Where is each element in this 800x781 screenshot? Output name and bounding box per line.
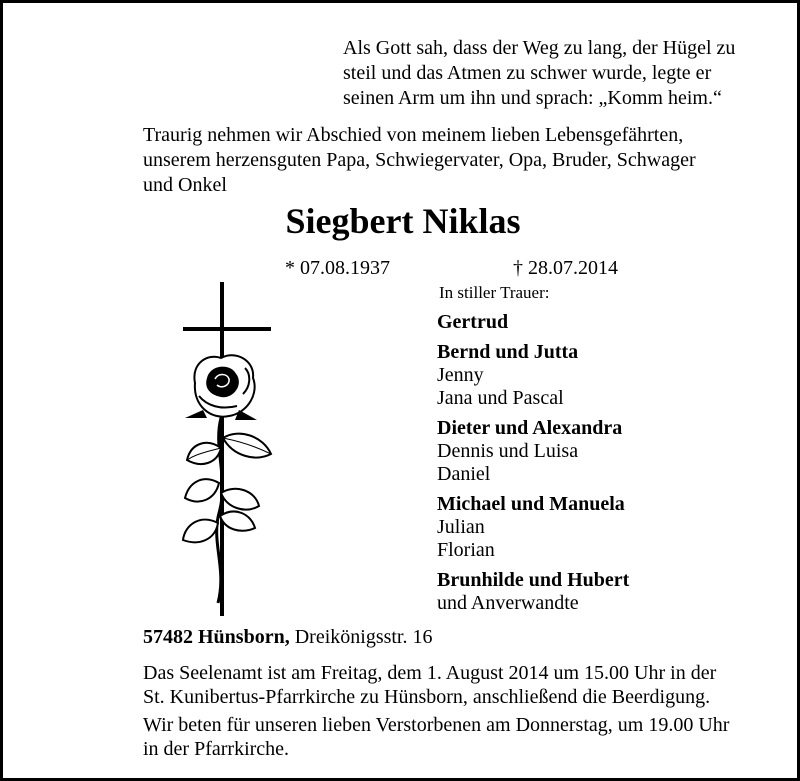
mourner-group-head: Gertrud: [437, 311, 509, 333]
quote-line: Als Gott sah, dass der Weg zu lang, der Hügel zu: [343, 37, 736, 59]
mourner-group: [437, 569, 797, 615]
mourners-list: [437, 311, 797, 622]
prayer-line: Wir beten für unseren lieben Verstorbenen am Donnerstag, um 19.00 Uhr: [143, 714, 730, 736]
intro-line: Traurig nehmen wir Abschied von meinem lieben Lebensgefährten,: [143, 124, 684, 146]
death-date: † 28.07.2014: [513, 257, 618, 279]
mourner-group: [437, 341, 797, 410]
mourner-group-head: Dieter und Alexandra: [437, 417, 623, 439]
mourner-group-head: Michael und Manuela: [437, 493, 625, 515]
intro-line: und Onkel: [143, 174, 227, 196]
family-address: [143, 625, 433, 650]
mourner-member: Jana und Pascal: [437, 387, 564, 409]
birth-date: * 07.08.1937: [285, 257, 390, 279]
mourner-member: und Anverwandte: [437, 592, 579, 614]
address-place: 57482 Hünsborn,: [143, 626, 290, 648]
deceased-name: Siegbert Niklas: [285, 201, 521, 241]
mourner-group: [437, 311, 797, 334]
mourner-group: [437, 493, 797, 562]
mourners-heading: In stiller Trauer:: [439, 283, 550, 302]
quote-block: [343, 36, 763, 111]
intro-line: unserem herzensguten Papa, Schwiegervater, Opa, Bruder, Schwager: [143, 149, 696, 171]
mourner-member: Jenny: [437, 364, 484, 386]
funeral-line: St. Kunibertus-Pfarrkirche zu Hünsborn, anschließend die Beerdigung.: [143, 686, 711, 708]
address-street: Dreikönigsstr. 16: [294, 626, 433, 648]
mourner-group: [437, 417, 797, 486]
mourner-member: Daniel: [437, 463, 491, 485]
mourner-member: Florian: [437, 539, 495, 561]
funeral-info: [143, 661, 783, 709]
prayer-info: [143, 713, 783, 761]
mourner-member: Julian: [437, 516, 485, 538]
mourner-group-head: Brunhilde und Hubert: [437, 569, 630, 591]
mourner-member: Dennis und Luisa: [437, 440, 579, 462]
cross-with-rose-icon: [163, 278, 283, 618]
prayer-line: in der Pfarrkirche.: [143, 738, 290, 760]
quote-line: seinen Arm um ihn und sprach: „Komm heim.“: [343, 87, 722, 109]
mourner-group-head: Bernd und Jutta: [437, 341, 579, 363]
intro-text: [143, 123, 743, 198]
funeral-line: Das Seelenamt ist am Freitag, dem 1. August 2014 um 15.00 Uhr in der: [143, 662, 717, 684]
quote-line: steil und das Atmen zu schwer wurde, legte er: [343, 62, 712, 84]
